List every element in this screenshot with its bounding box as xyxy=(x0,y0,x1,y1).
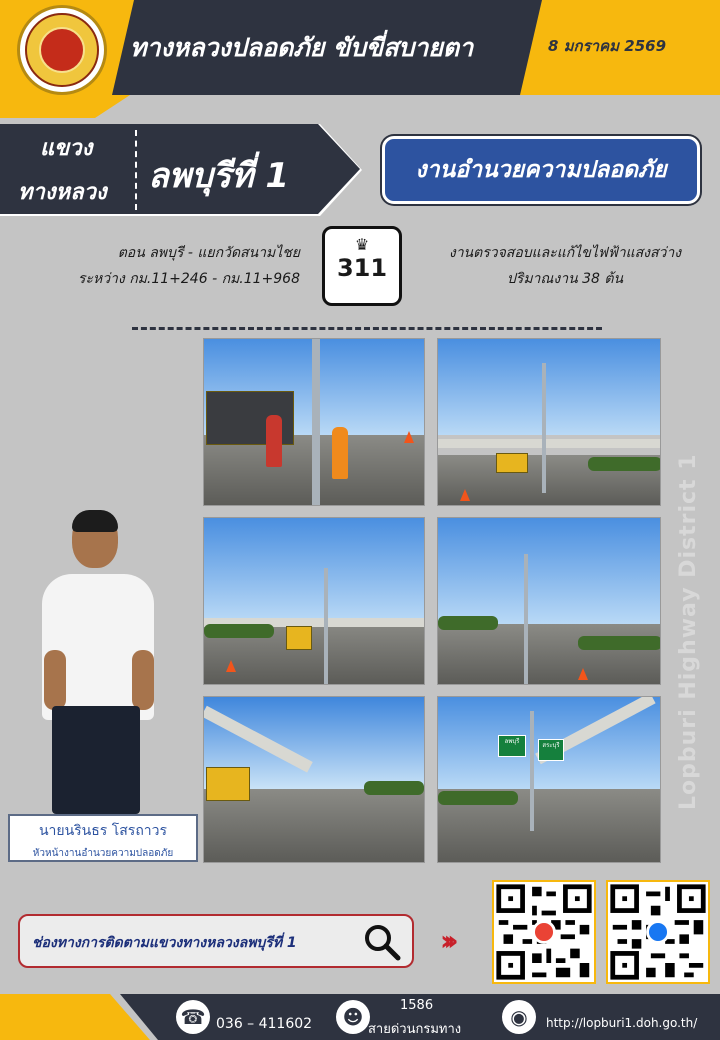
trees xyxy=(578,636,661,650)
section-line1: ตอน ลพบุรี - แยกวัดสนามไชย xyxy=(117,245,300,261)
work-type-badge: งานอำนวยความปลอดภัย xyxy=(382,136,700,204)
district-label-line1: แขวง xyxy=(40,136,93,161)
photo-road xyxy=(438,624,660,684)
facebook-qr-code[interactable] xyxy=(606,880,710,984)
district-label-line2: ทางหลวง xyxy=(18,180,107,205)
route-number-sign xyxy=(322,226,402,306)
search-icon[interactable] xyxy=(362,922,402,962)
direction-sign-right: สระบุรี xyxy=(538,739,564,761)
website-link[interactable]: http://lopburi1.doh.go.th/ xyxy=(546,1016,698,1030)
logo-ring xyxy=(25,13,99,87)
google-maps-qr-code[interactable] xyxy=(492,880,596,984)
direction-sign-left: ลพบุรี xyxy=(498,735,526,757)
district-separator xyxy=(135,130,137,210)
light-pole xyxy=(524,554,528,685)
work-photo-1 xyxy=(203,338,425,506)
person-arm xyxy=(44,650,66,710)
work-photo-6 xyxy=(437,696,661,863)
trees xyxy=(438,616,498,630)
light-pole xyxy=(312,339,320,506)
dashed-divider xyxy=(132,327,602,330)
work-desc-line2: ปริมาณงาน 38 ต้น xyxy=(506,271,624,287)
service-truck xyxy=(286,626,312,650)
work-photo-2 xyxy=(437,338,661,506)
chevron-right-icon: ››› xyxy=(440,924,451,957)
work-photo-3 xyxy=(203,517,425,685)
traffic-cone xyxy=(578,668,588,680)
overpass xyxy=(438,439,661,448)
traffic-cone xyxy=(226,660,236,672)
district-watermark-text: Lopburi Highway District 1 xyxy=(676,453,701,810)
globe-icon: ◉ xyxy=(502,1000,536,1034)
trees xyxy=(438,791,518,805)
worker xyxy=(332,427,348,479)
light-pole xyxy=(530,711,534,831)
trees xyxy=(588,457,661,471)
photo-sky xyxy=(438,518,660,624)
traffic-cone xyxy=(404,431,414,443)
phone-number[interactable]: 036 – 411602 xyxy=(216,1016,313,1032)
hotline-label: สายด่วนกรมทาง xyxy=(368,1022,462,1037)
hotline-number[interactable]: 1586 xyxy=(400,998,434,1013)
route-number: 311 xyxy=(336,254,388,282)
worker xyxy=(266,415,282,467)
logo-emblem xyxy=(39,27,85,73)
bucket-truck xyxy=(496,453,528,473)
follow-channels-label: ช่องทางการติดตามแขวงทางหลวงลพบุรีที่ 1 xyxy=(32,935,297,951)
photo-sky xyxy=(438,339,660,435)
traffic-cone xyxy=(460,489,470,501)
garuda-icon: ♛ xyxy=(354,235,370,254)
work-photo-4 xyxy=(437,517,661,685)
person-arm xyxy=(132,650,154,710)
photo-sky xyxy=(204,518,424,621)
district-name: ลพบุรีที่ 1 xyxy=(148,156,289,196)
person-role: หัวหน้างานอำนวยความปลอดภัย xyxy=(32,848,174,859)
person-hair xyxy=(72,510,118,532)
trees xyxy=(204,624,274,638)
hotline-agent-icon: ☻ xyxy=(336,1000,370,1034)
work-desc-line1: งานตรวจสอบและแก้ไขไฟฟ้าแสงสว่าง xyxy=(448,245,682,261)
work-photo-5 xyxy=(203,696,425,863)
page-title: ทางหลวงปลอดภัย ขับขี่สบายตา xyxy=(130,33,474,62)
department-logo xyxy=(17,5,107,95)
trees xyxy=(364,781,424,795)
post-date: 8 มกราคม 2569 xyxy=(548,37,667,55)
section-info xyxy=(50,240,300,292)
person-name: นายนรินธร โสรถาวร xyxy=(38,823,168,839)
phone-icon: ☎ xyxy=(176,1000,210,1034)
section-line2: ระหว่าง กม.11+246 - กม.11+968 xyxy=(77,271,300,287)
person-name-card xyxy=(8,814,198,862)
person-pants xyxy=(52,706,140,814)
light-pole xyxy=(542,363,546,493)
work-description xyxy=(420,240,710,292)
light-pole xyxy=(324,568,328,685)
service-truck xyxy=(206,767,250,801)
